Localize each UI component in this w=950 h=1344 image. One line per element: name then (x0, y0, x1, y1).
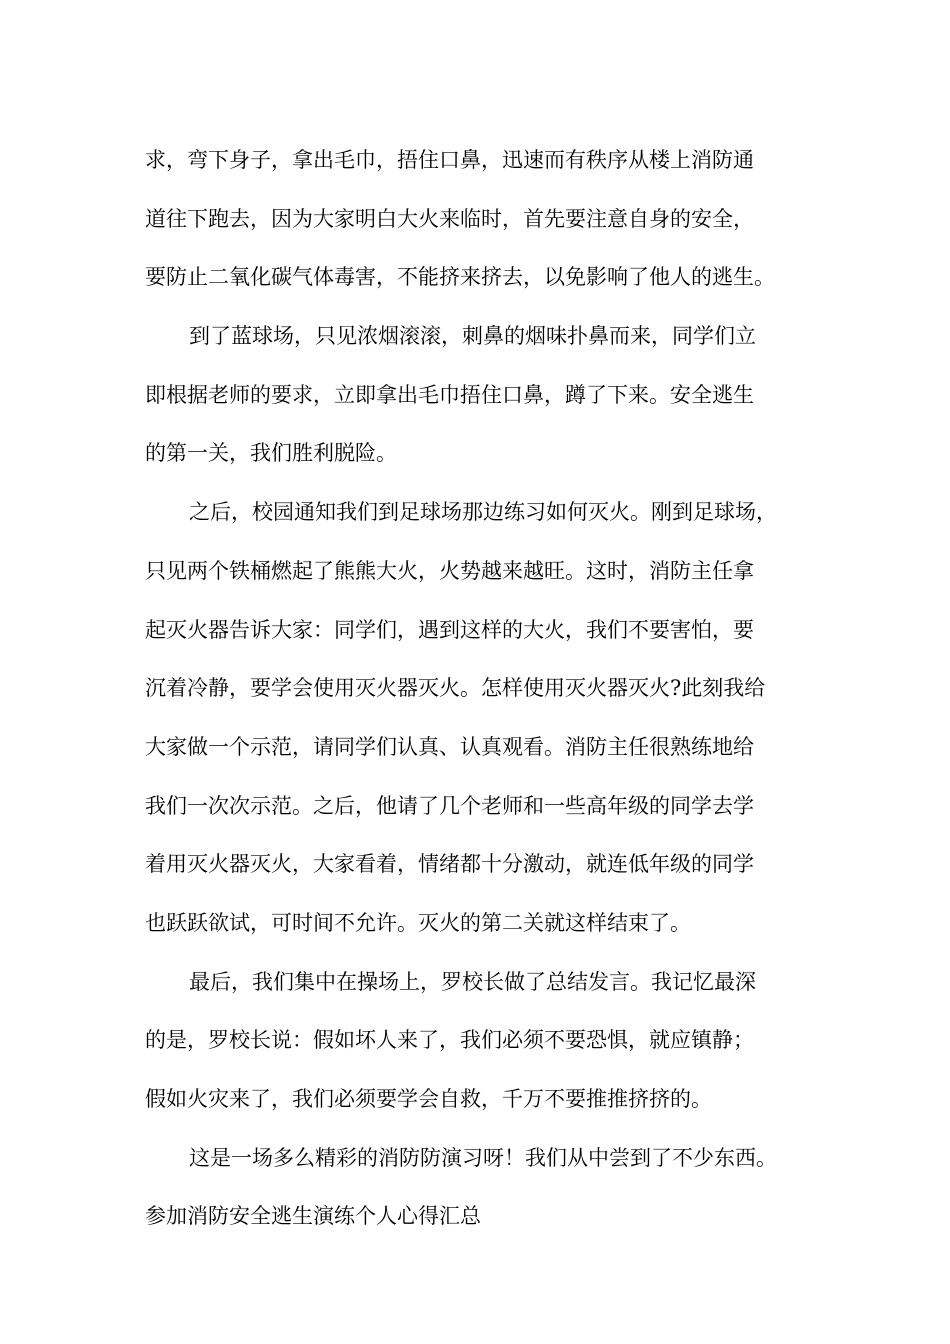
text-line: 沉着冷静，要学会使用灭火器灭火。怎样使用灭火器灭火?此刻我给 (145, 676, 766, 701)
text-line: 道往下跑去，因为大家明白大火来临时，首先要注意自身的安全， (145, 206, 754, 231)
text-line: 要防止二氧化碳气体毒害，不能挤来挤去，以免影响了他人的逃生。 (145, 265, 775, 290)
paragraph-first-line: 之后，校园通知我们到足球场那边练习如何灭火。刚到足球场， (189, 500, 777, 525)
text-line: 起灭火器告诉大家：同学们，遇到这样的大火，我们不要害怕，要 (145, 617, 754, 642)
paragraph-first-line: 最后，我们集中在操场上，罗校长做了总结发言。我记忆最深 (189, 969, 756, 994)
text-line: 即根据老师的要求，立即拿出毛巾捂住口鼻，蹲了下来。安全逃生 (145, 382, 754, 407)
text-line: 只见两个铁桶燃起了熊熊大火，火势越来越旺。这时，消防主任拿 (145, 558, 754, 583)
text-line: 大家做一个示范，请同学们认真、认真观看。消防主任很熟练地给 (145, 734, 754, 759)
text-line: 的是，罗校长说：假如坏人来了，我们必须不要恐惧，就应镇静； (145, 1028, 754, 1053)
text-line: 我们一次次示范。之后，他请了几个老师和一些高年级的同学去学 (145, 793, 754, 818)
paragraph-first-line: 这是一场多么精彩的消防防演习呀！我们从中尝到了不少东西。 (189, 1145, 777, 1170)
section-title: 参加消防安全逃生演练个人心得汇总 (145, 1204, 481, 1229)
body-text (145, 131, 835, 1246)
text-line: 求，弯下身子，拿出毛巾，捂住口鼻，迅速而有秩序从楼上消防通 (145, 148, 754, 172)
text-line: 假如火灾来了，我们必须要学会自救，千万不要推推挤挤的。 (145, 1087, 712, 1111)
text-line: 的第一关，我们胜利脱险。 (145, 441, 397, 466)
text-line: 也跃跃欲试，可时间不允许。灭火的第二关就这样结束了。 (145, 910, 691, 935)
text-line: 着用灭火器灭火，大家看着，情绪都十分激动，就连低年级的同学 (145, 852, 754, 877)
paragraph-first-line: 到了蓝球场，只见浓烟滚滚，刺鼻的烟味扑鼻而来，同学们立 (189, 324, 756, 349)
